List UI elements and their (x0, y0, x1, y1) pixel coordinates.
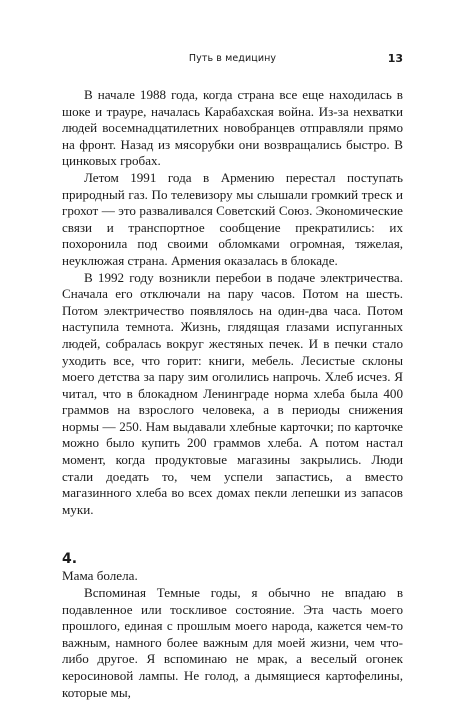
running-title: Путь в медицину (188, 53, 277, 64)
section-number: 4. (62, 551, 78, 568)
section-first-line: Мама болела. (62, 568, 138, 584)
paragraph-2: Летом 1991 года в Армению перестал поступать природный газ. По телевизору мы слышали громкий треск и грохот — это разваливался Советский Союз. Экономические связи и транспортное сообщение прекратились: их похоронила под своими обломками огромная, тяжелая, неуклюжая страна. Армения оказалась в блокаде. (62, 169, 403, 268)
body-text (62, 87, 403, 701)
section-paragraph: Вспоминая Темные годы, я обычно не впадаю в подавленное или тоскливое состояние. Эта часть моего прошлого, единая с прошлым моего народа, кажется чем-то важным, намного более важным для моей жизни, чем что-либо другое. Я вспоминаю не мрак, а веселый огонек керосиновой лампы. Не голод, а дымящиеся картофелины, которые мы, (62, 585, 403, 700)
paragraph-1: В начале 1988 года, когда страна все еще находилась в шоке и трауре, началась Карабахская война. Из-за нехватки людей восемнадцатилетних новобранцев отправляли прямо на фронт. Назад из мясорубки они возвращались быстро. В цинковых гробах. (62, 87, 403, 169)
running-head (62, 53, 403, 67)
paragraph-3: В 1992 году возникли перебои в подаче электричества. Сначала его отключали на пару часов. Потом на шесть. Потом электричество появлялось на один-два часа. Потом наступила темнота. Жизнь, глядящая глазами испуганных людей, собралась вокруг жестяных печек. И в печки стало уходить все, что горит: книги, мебель. Лесистые склоны моего детства за пару зим оголились напрочь. Хлеб исчез. Я читал, что в блокадном Ленинграде норма хлеба была 400 граммов на взрослого человека, а в периоды снижения нормы — 250. Нам выдавали хлебные карточки; по карточке можно было купить 200 граммов хлеба. А потом настал момент, когда продуктовые магазины закрылись. Люди стали доедать то, чем успели запастись, а вместо магазинного хлеба во всех домах пекли лепешки из запасов муки. (62, 269, 403, 517)
page-number: 13 (387, 52, 403, 65)
